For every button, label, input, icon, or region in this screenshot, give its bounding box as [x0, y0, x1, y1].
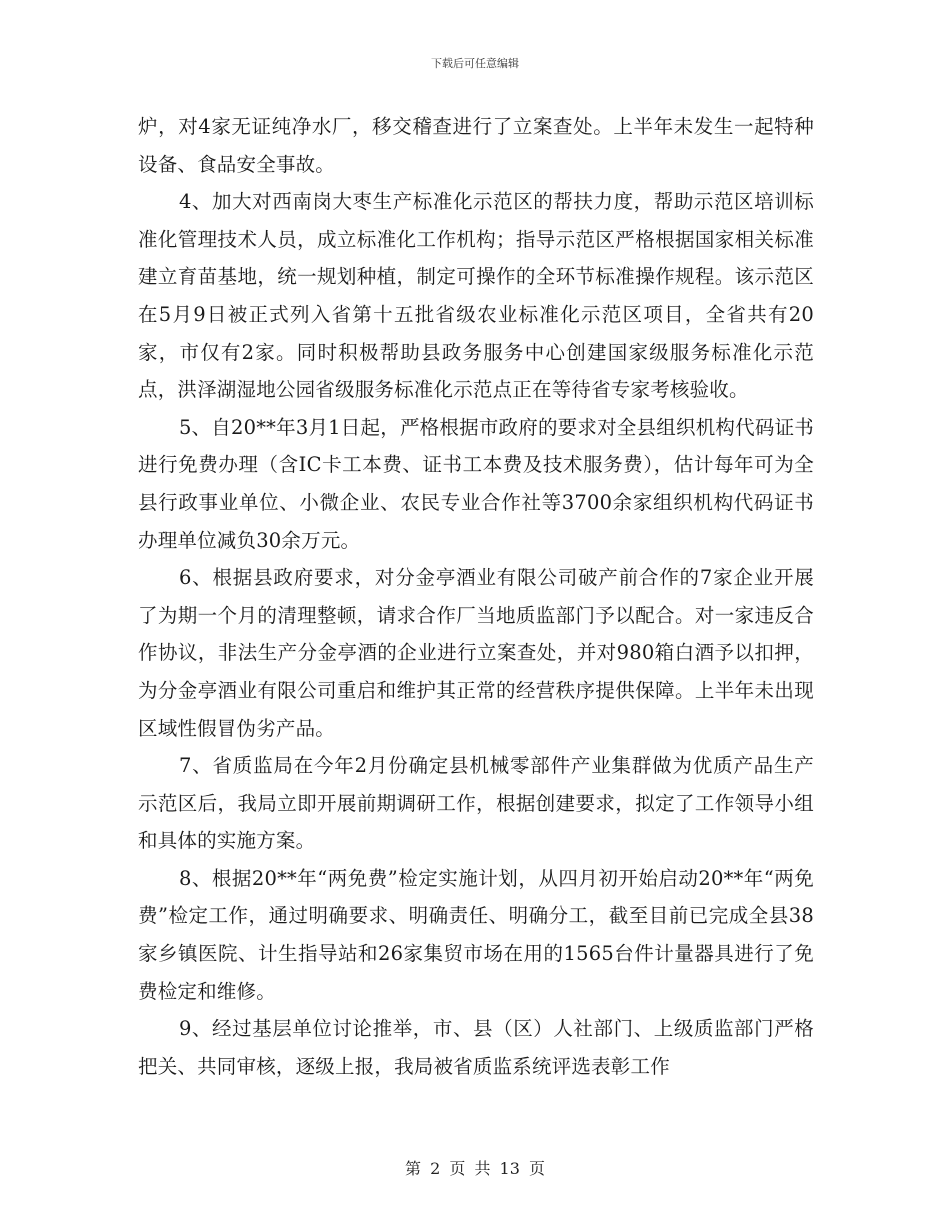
paragraph-item-5: 5、自20**年3月1日起，严格根据市政府的要求对全县组织机构代码证书进行免费办理（含IC卡工本费、证书工本费及技术服务费），估计每年可为全县行政事业单位、小微企业、农民专业合作社等3700余家组织机构代码证书办理单位减负30余万元。 — [138, 415, 814, 552]
paragraph-item-8: 8、根据20**年“两免费”检定实施计划，从四月初开始启动20**年“两免费”检定工作，通过明确要求、明确责任、明确分工，截至目前已完成全县38家乡镇医院、计生指导站和26家集贸市场在用的1565台件计量器具进行了免费检定和维修。 — [138, 866, 814, 1003]
paragraph-item-9: 9、经过基层单位讨论推举，市、县（区）人社部门、上级质监部门严格把关、共同审核，逐级上报，我局被省质监系统评选表彰工作 — [138, 1017, 814, 1078]
paragraph-item-6: 6、根据县政府要求，对分金亭酒业有限公司破产前合作的7家企业开展了为期一个月的清理整顿，请求合作厂当地质监部门予以配合。对一家违反合作协议，非法生产分金亭酒的企业进行立案查处，并对980箱白酒予以扣押，为分金亭酒业有限公司重启和维护其正常的经营秩序提供保障。上半年未出现区域性假冒伪劣产品。 — [138, 566, 814, 740]
page-header: 下载后可任意编辑 — [431, 57, 519, 70]
paragraph-continued: 炉，对4家无证纯净水厂，移交稽查进行了立案查处。上半年未发生一起特种设备、食品安全事故。 — [138, 115, 814, 176]
document-body — [138, 108, 814, 1085]
paragraph-item-4: 4、加大对西南岗大枣生产标准化示范区的帮扶力度，帮助示范区培训标准化管理技术人员，成立标准化工作机构；指导示范区严格根据国家相关标准建立育苗基地，统一规划种植，制定可操作的全环节标准操作规程。该示范区在5月9日被正式列入省第十五批省级农业标准化示范区项目，全省共有20家，市仅有2家。同时积极帮助县政务服务中心创建国家级服务标准化示范点，洪泽湖湿地公园省级服务标准化示范点正在等待省专家考核验收。 — [138, 190, 814, 402]
page-number-footer: 第 2 页 共 13 页 — [405, 1159, 545, 1178]
paragraph-item-7: 7、省质监局在今年2月份确定县机械零部件产业集群做为优质产品生产示范区后，我局立即开展前期调研工作，根据创建要求，拟定了工作领导小组和具体的实施方案。 — [138, 754, 814, 853]
